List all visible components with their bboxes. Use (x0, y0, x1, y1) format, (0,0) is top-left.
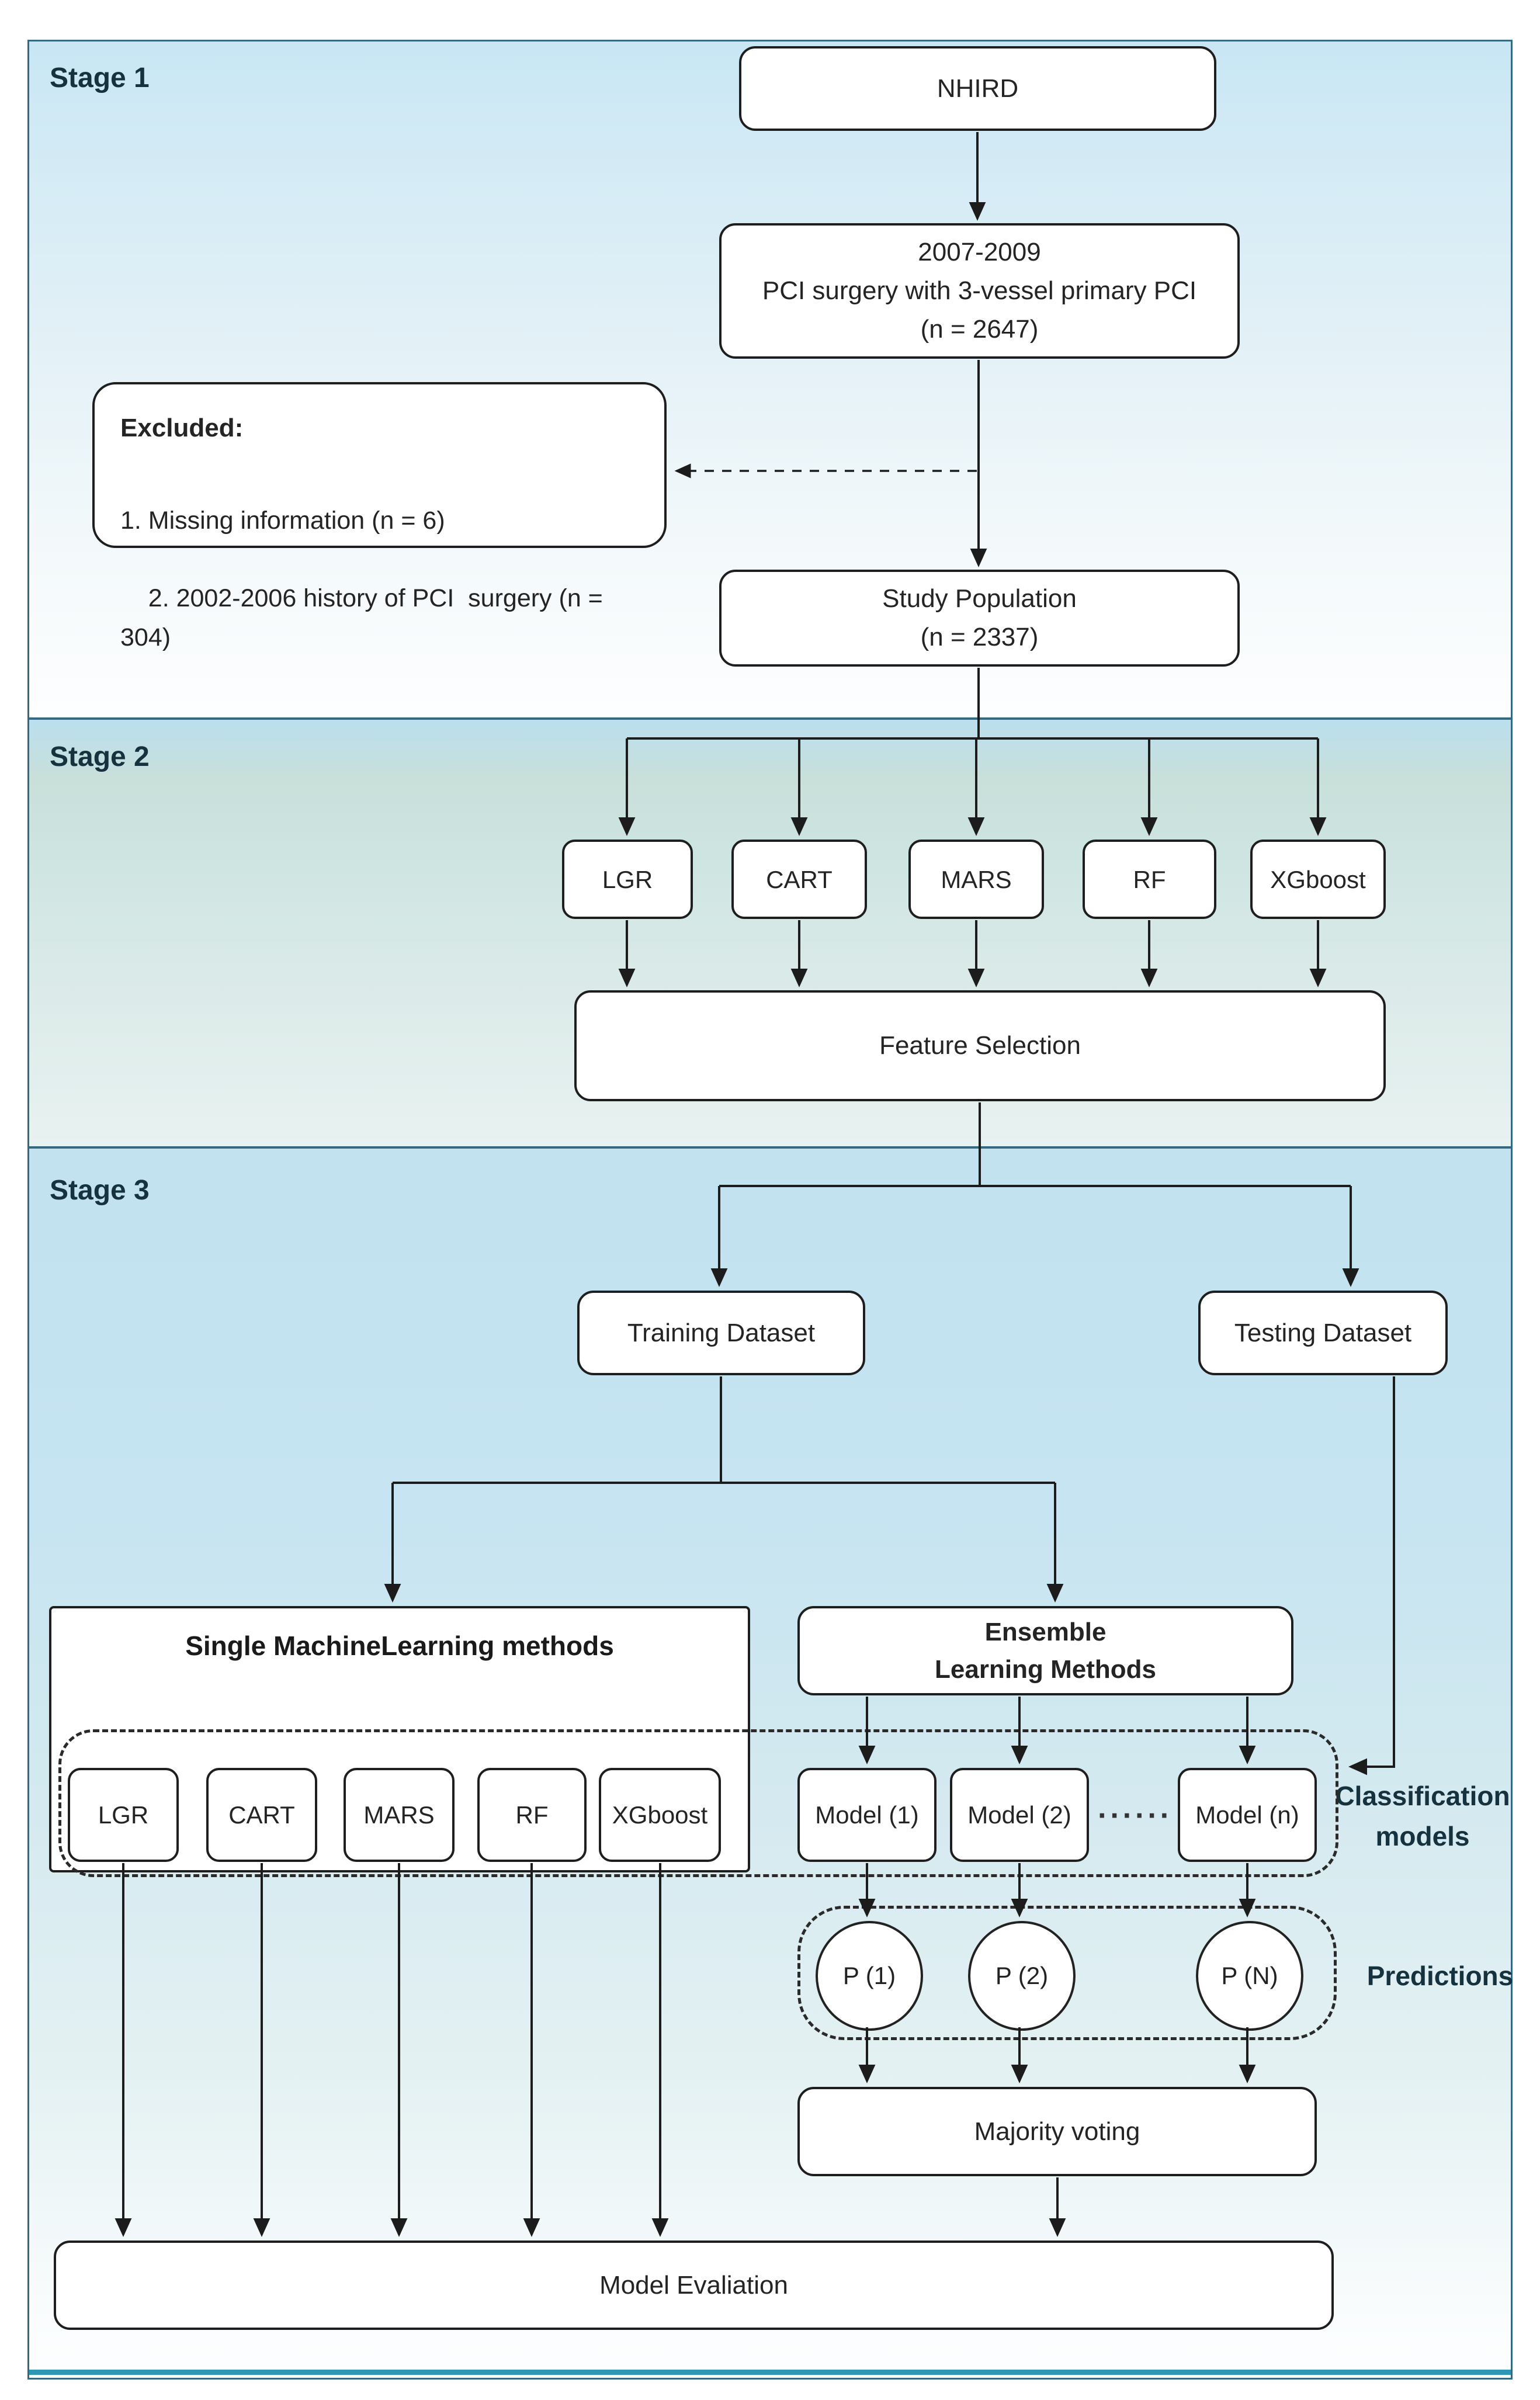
stage1-label: Stage 1 (50, 63, 150, 93)
single-cart-label: CART (228, 1801, 295, 1829)
study-pop-line2: (n = 2337) (920, 623, 1039, 651)
classification-models-label (1332, 1776, 1513, 1857)
model-2-label: Model (2) (967, 1801, 1071, 1829)
stage2-label: Stage 2 (50, 741, 150, 772)
node-training-dataset (577, 1291, 865, 1375)
majority-voting-label: Majority voting (974, 2117, 1140, 2146)
model-n-label: Model (n) (1195, 1801, 1299, 1829)
predictions-label: Predictions (1366, 1961, 1514, 1991)
excluded-item-1: 1. Missing information (n = 6) (120, 507, 445, 535)
s2-lgr-label: LGR (602, 865, 653, 893)
pci-line2: PCI surgery with 3-vessel primary PCI (762, 276, 1197, 305)
single-rf-label: RF (515, 1801, 549, 1829)
pn-label: P (N) (1221, 1962, 1278, 1989)
node-majority-voting (797, 2087, 1317, 2176)
node-s2-rf (1083, 840, 1216, 919)
ensemble-line2: Learning Methods (935, 1655, 1156, 1684)
model-1-label: Model (1) (815, 1801, 919, 1829)
single-mars-label: MARS (363, 1801, 435, 1829)
pci-line3: (n = 2647) (920, 315, 1039, 344)
node-nhird-label: NHIRD (937, 74, 1019, 103)
study-pop-line1: Study Population (882, 584, 1077, 613)
s2-mars-label: MARS (941, 865, 1012, 893)
node-ensemble (797, 1606, 1293, 1695)
node-excluded (92, 382, 667, 651)
classification-label-line1: Classification (1335, 1781, 1510, 1811)
node-s2-xgboost (1250, 840, 1386, 919)
pci-line1: 2007-2009 (918, 238, 1041, 266)
node-pci-surgery (719, 223, 1240, 359)
excluded-title: Excluded: (120, 414, 244, 442)
node-testing-dataset (1198, 1291, 1448, 1375)
node-feature-selection (574, 990, 1386, 1101)
node-s2-lgr (562, 840, 693, 919)
p2-label: P (2) (995, 1962, 1049, 1989)
single-xgboost-label: XGboost (612, 1801, 708, 1829)
s2-rf-label: RF (1133, 865, 1166, 893)
classification-models-dashed-box (58, 1729, 1338, 1877)
ensemble-line1: Ensemble (984, 1617, 1107, 1646)
ellipsis-dots: ······ (1098, 1799, 1173, 1833)
model-evaluation-label: Model Evaliation (599, 2270, 788, 2300)
excluded-items (120, 501, 639, 657)
training-dataset-label: Training Dataset (627, 1318, 816, 1347)
single-lgr-label: LGR (98, 1801, 149, 1829)
s2-xgboost-label: XGboost (1270, 865, 1366, 893)
s2-cart-label: CART (766, 865, 833, 893)
node-s2-cart (731, 840, 867, 919)
node-s2-mars (908, 840, 1044, 919)
node-nhird (739, 46, 1216, 131)
feature-selection-label: Feature Selection (879, 1031, 1081, 1060)
stage3-label: Stage 3 (50, 1175, 150, 1206)
excluded-item-2: 2. 2002-2006 history of PCI surgery (n = 304) (120, 584, 610, 651)
node-study-population (719, 570, 1240, 667)
node-model-evaluation (54, 2241, 1334, 2330)
testing-dataset-label: Testing Dataset (1234, 1318, 1412, 1347)
predictions-dashed-box (797, 1906, 1337, 2040)
classification-label-line2: models (1375, 1821, 1470, 1851)
single-ml-title: Single MachineLearning methods (185, 1631, 614, 1661)
p1-label: P (1) (842, 1962, 896, 1989)
